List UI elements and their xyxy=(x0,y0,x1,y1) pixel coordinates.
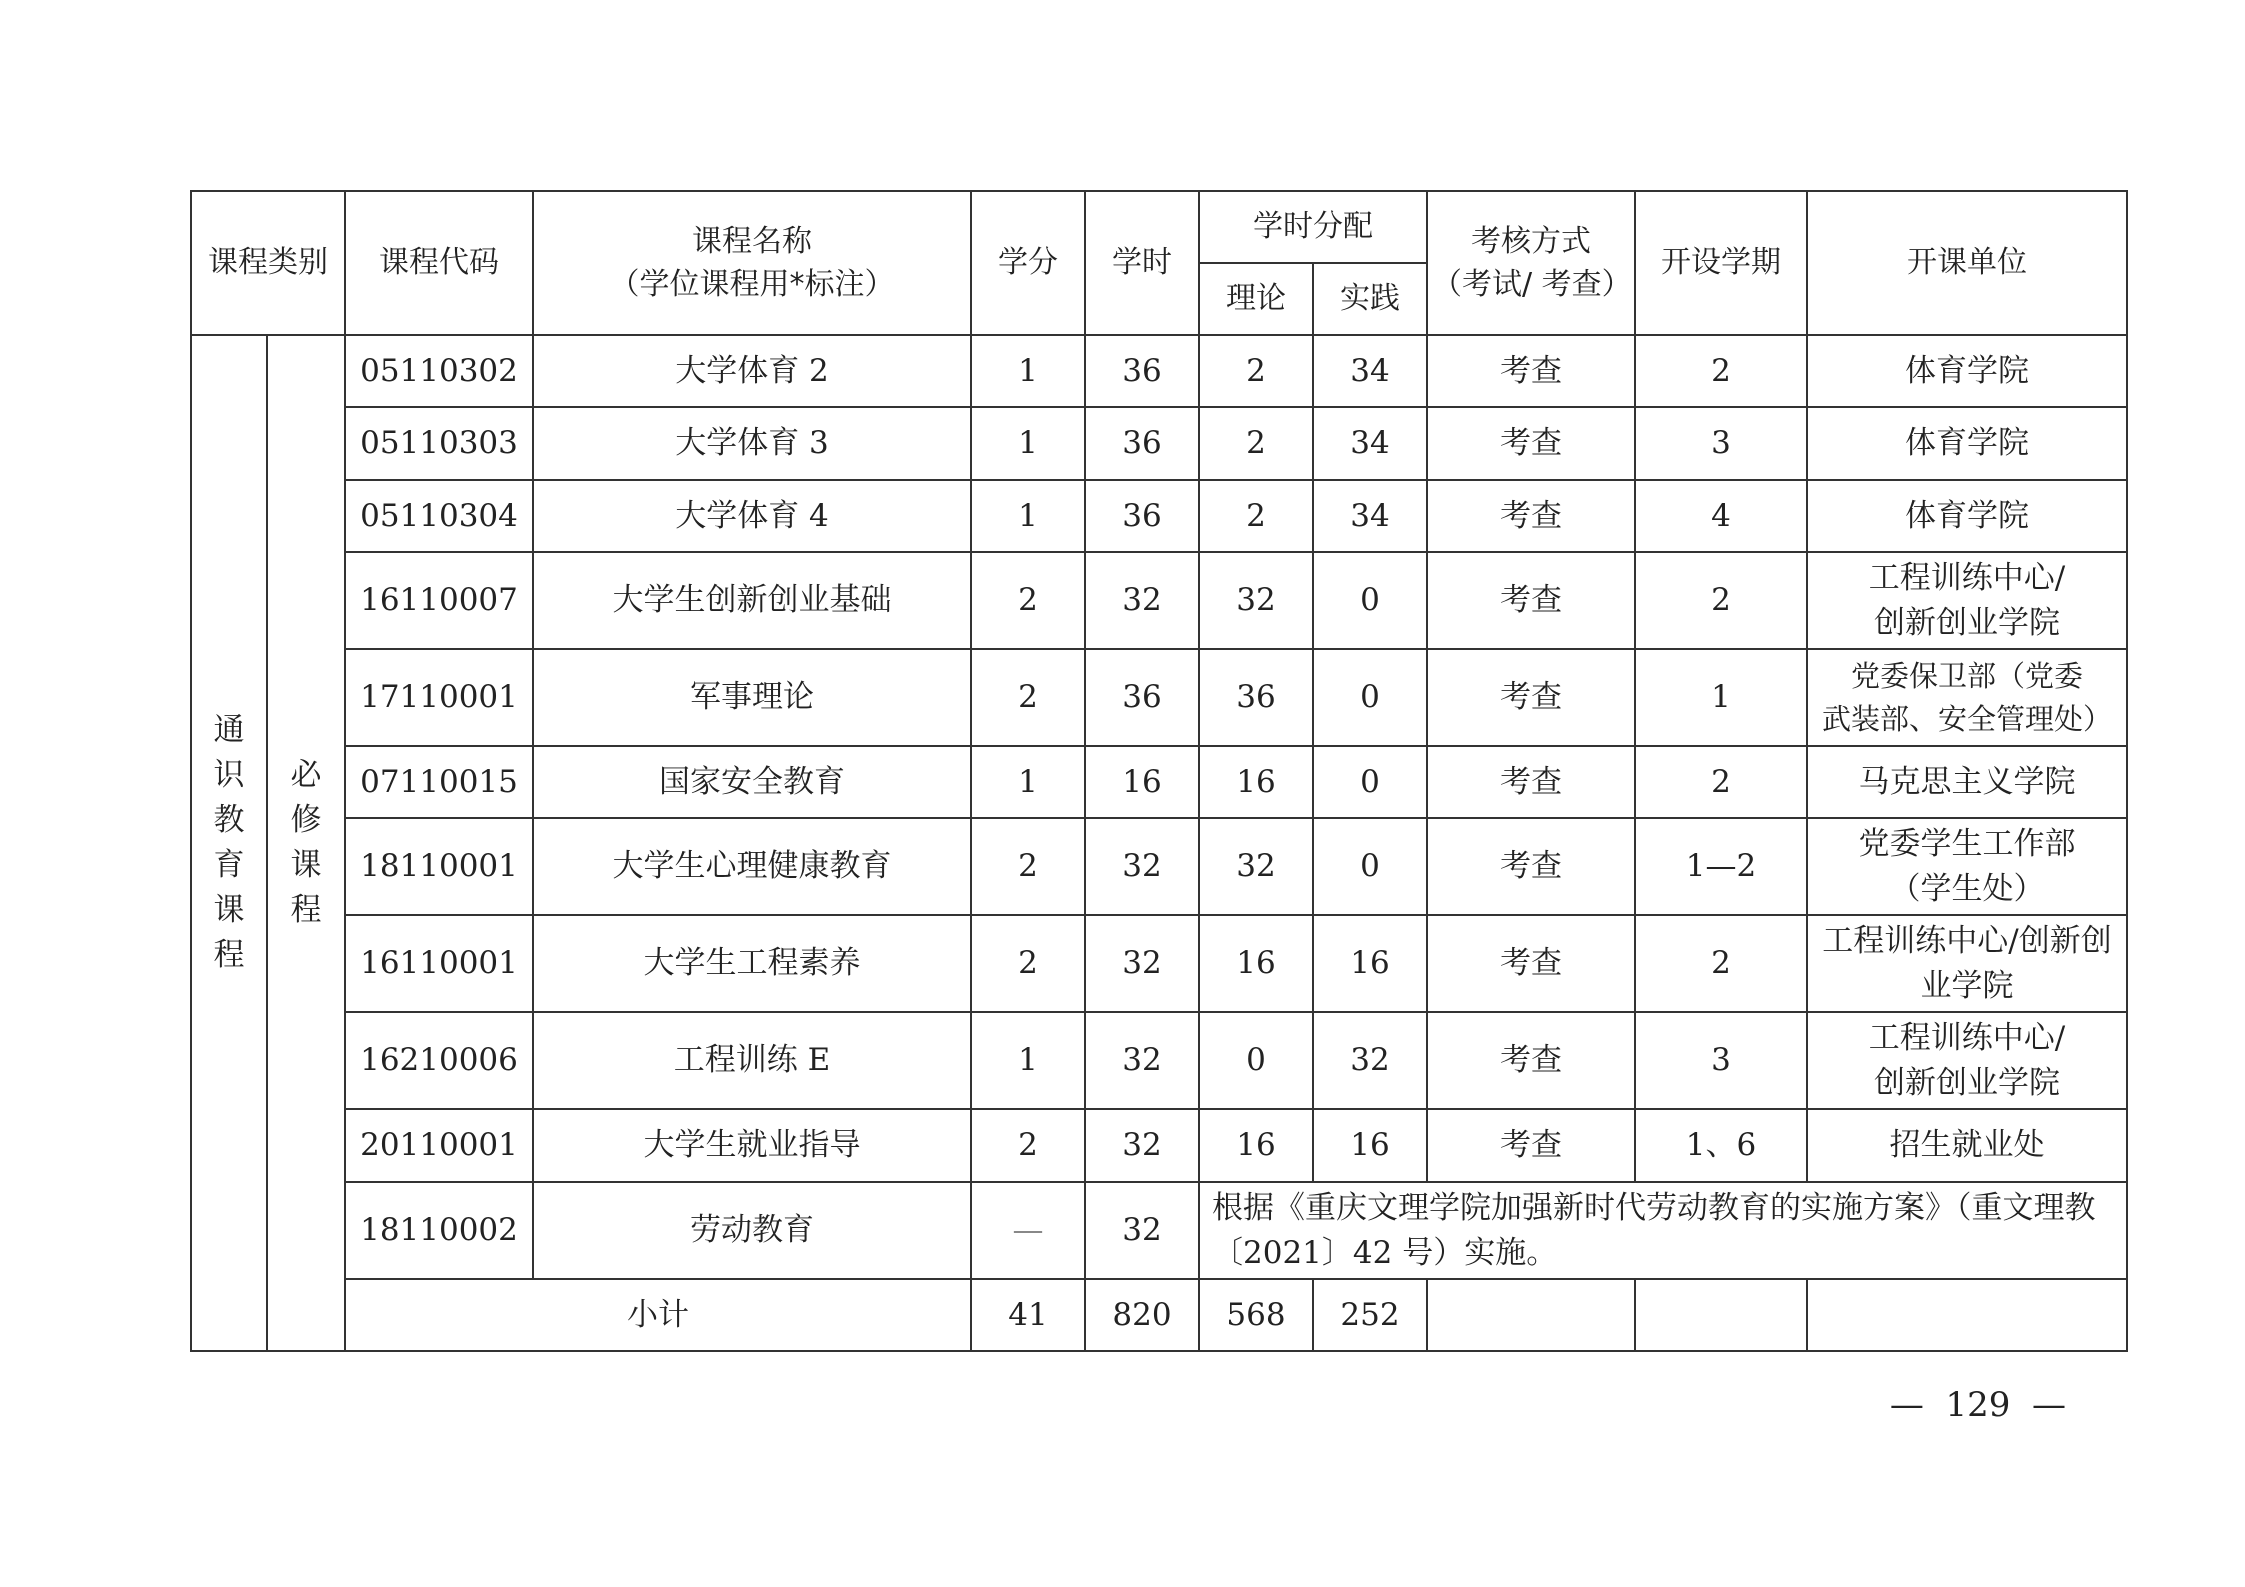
cell-term: 3 xyxy=(1635,407,1807,480)
cell-department xyxy=(1807,407,2127,480)
cell-term: 2 xyxy=(1635,335,1807,407)
cell-credit: 2 xyxy=(971,552,1085,649)
table-row xyxy=(191,552,2127,649)
header-department: 开课单位 xyxy=(1807,191,2127,335)
header-theory: 理论 xyxy=(1199,263,1313,335)
page-number: — 129 — xyxy=(1889,1385,2067,1425)
cell-practice: 0 xyxy=(1313,552,1427,649)
cell-theory: 36 xyxy=(1199,649,1313,746)
department-line: 体育学院 xyxy=(1905,425,2029,462)
department-line: （学生处） xyxy=(1889,870,2045,907)
cell-assessment: 考查 xyxy=(1427,407,1635,480)
cell-name: 大学生心理健康教育 xyxy=(533,818,971,915)
category-main-char: 课 xyxy=(213,891,245,928)
cell-hours: 32 xyxy=(1085,552,1199,649)
department-line: 马克思主义学院 xyxy=(1858,763,2076,800)
cell-code: 16110001 xyxy=(345,915,533,1012)
cell-department xyxy=(1807,1109,2127,1182)
cell-term: 3 xyxy=(1635,1012,1807,1109)
cell-credit: 2 xyxy=(971,818,1085,915)
cell-name: 大学体育 4 xyxy=(533,480,971,552)
department-line: 工程训练中心/ xyxy=(1868,559,2066,596)
cell-credit: 1 xyxy=(971,335,1085,407)
category-sub-char: 程 xyxy=(290,891,322,928)
cell-hours: 32 xyxy=(1085,1012,1199,1109)
cell-assessment: 考查 xyxy=(1427,1012,1635,1109)
cell-practice: 0 xyxy=(1313,649,1427,746)
cell-name: 大学生就业指导 xyxy=(533,1109,971,1182)
subtotal-theory: 568 xyxy=(1199,1279,1313,1351)
cell-assessment: 考查 xyxy=(1427,649,1635,746)
table-row xyxy=(191,915,2127,1012)
cell-name: 大学体育 2 xyxy=(533,335,971,407)
cell-term: 1 xyxy=(1635,649,1807,746)
cell-department xyxy=(1807,818,2127,915)
header-code: 课程代码 xyxy=(345,191,533,335)
cell-code: 17110001 xyxy=(345,649,533,746)
subtotal-hours: 820 xyxy=(1085,1279,1199,1351)
cell-practice: 34 xyxy=(1313,480,1427,552)
cell-code: 18110002 xyxy=(345,1182,533,1279)
cell-department xyxy=(1807,480,2127,552)
cell-name: 大学生工程素养 xyxy=(533,915,971,1012)
cell-credit: 1 xyxy=(971,746,1085,818)
cell-theory: 16 xyxy=(1199,746,1313,818)
cell-name: 国家安全教育 xyxy=(533,746,971,818)
department-line: 体育学院 xyxy=(1905,352,2029,389)
cell-credit: 1 xyxy=(971,480,1085,552)
cell-credit: 2 xyxy=(971,1109,1085,1182)
subtotal-credit: 41 xyxy=(971,1279,1085,1351)
cell-theory: 0 xyxy=(1199,1012,1313,1109)
category-main-cell xyxy=(191,335,267,1351)
cell-name: 大学体育 3 xyxy=(533,407,971,480)
subtotal-row xyxy=(191,1279,2127,1351)
cell-code: 05110304 xyxy=(345,480,533,552)
cell-hours: 32 xyxy=(1085,915,1199,1012)
header-term: 开设学期 xyxy=(1635,191,1807,335)
cell-assessment: 考查 xyxy=(1427,552,1635,649)
cell-hours: 36 xyxy=(1085,480,1199,552)
cell-term: 2 xyxy=(1635,915,1807,1012)
cell-term: 4 xyxy=(1635,480,1807,552)
subtotal-empty-cell xyxy=(1635,1279,1807,1351)
cell-term: 1—2 xyxy=(1635,818,1807,915)
cell-hours: 36 xyxy=(1085,649,1199,746)
table-row xyxy=(191,1182,2127,1279)
cell-department xyxy=(1807,335,2127,407)
header-credit: 学分 xyxy=(971,191,1085,335)
category-main-char: 教 xyxy=(213,802,245,839)
table-row xyxy=(191,818,2127,915)
cell-theory: 32 xyxy=(1199,552,1313,649)
department-line: 招生就业处 xyxy=(1889,1127,2045,1164)
table-row xyxy=(191,746,2127,818)
department-line: 创新创业学院 xyxy=(1874,1064,2060,1101)
cell-hours: 32 xyxy=(1085,1182,1199,1279)
department-line: 创新创业学院 xyxy=(1874,604,2060,641)
cell-department xyxy=(1807,649,2127,746)
table-row xyxy=(191,1109,2127,1182)
cell-practice: 0 xyxy=(1313,746,1427,818)
department-line: 体育学院 xyxy=(1905,497,2029,534)
cell-theory: 2 xyxy=(1199,335,1313,407)
department-line: 党委保卫部（党委 xyxy=(1850,659,2083,694)
cell-name: 工程训练 E xyxy=(533,1012,971,1109)
cell-code: 05110303 xyxy=(345,407,533,480)
category-main-char: 育 xyxy=(213,847,245,883)
cell-code: 20110001 xyxy=(345,1109,533,1182)
cell-name: 劳动教育 xyxy=(533,1182,971,1279)
department-line: 武装部、安全管理处） xyxy=(1821,701,2112,736)
category-main-char: 通 xyxy=(213,712,245,749)
cell-practice: 16 xyxy=(1313,915,1427,1012)
subtotal-practice: 252 xyxy=(1313,1279,1427,1351)
cell-department xyxy=(1807,552,2127,649)
cell-hours: 36 xyxy=(1085,407,1199,480)
cell-theory: 16 xyxy=(1199,1109,1313,1182)
cell-credit: 2 xyxy=(971,915,1085,1012)
header-category: 课程类别 xyxy=(191,191,345,335)
cell-credit: 1 xyxy=(971,1012,1085,1109)
cell-hours: 32 xyxy=(1085,818,1199,915)
table-row xyxy=(191,1012,2127,1109)
table-row xyxy=(191,407,2127,480)
cell-department xyxy=(1807,915,2127,1012)
department-line: 工程训练中心/ xyxy=(1868,1019,2066,1056)
department-line: 业学院 xyxy=(1920,967,2014,1004)
header-name-line1: 课程名称 xyxy=(692,223,812,259)
category-sub-cell xyxy=(267,335,345,1351)
header-name-line2: （学位课程用*标注） xyxy=(609,267,895,302)
cell-hours: 32 xyxy=(1085,1109,1199,1182)
table-row xyxy=(191,480,2127,552)
category-sub-char: 必 xyxy=(290,757,322,794)
header-assessment xyxy=(1427,191,1635,335)
header-name xyxy=(533,191,971,335)
cell-practice: 32 xyxy=(1313,1012,1427,1109)
course-table xyxy=(190,190,2128,1352)
cell-practice: 0 xyxy=(1313,818,1427,915)
cell-theory: 16 xyxy=(1199,915,1313,1012)
header-hours-distribution: 学时分配 xyxy=(1199,191,1427,263)
subtotal-empty-cell xyxy=(1807,1279,2127,1351)
cell-department xyxy=(1807,746,2127,818)
cell-hours: 16 xyxy=(1085,746,1199,818)
subtotal-label: 小计 xyxy=(345,1279,971,1351)
cell-assessment: 考查 xyxy=(1427,746,1635,818)
category-main-char: 程 xyxy=(213,936,245,973)
cell-term: 2 xyxy=(1635,552,1807,649)
cell-name: 军事理论 xyxy=(533,649,971,746)
cell-assessment: 考查 xyxy=(1427,915,1635,1012)
cell-term: 1、6 xyxy=(1635,1109,1807,1182)
cell-hours: 36 xyxy=(1085,335,1199,407)
cell-practice: 34 xyxy=(1313,335,1427,407)
cell-code: 16210006 xyxy=(345,1012,533,1109)
cell-assessment: 考查 xyxy=(1427,335,1635,407)
cell-assessment: 考查 xyxy=(1427,818,1635,915)
cell-department xyxy=(1807,1012,2127,1109)
category-main-char: 识 xyxy=(213,757,245,794)
cell-theory: 32 xyxy=(1199,818,1313,915)
cell-assessment: 考查 xyxy=(1427,1109,1635,1182)
cell-theory: 2 xyxy=(1199,407,1313,480)
cell-note: 根据《重庆文理学院加强新时代劳动教育的实施方案》（重文理教〔2021〕42 号）实施。 xyxy=(1199,1182,2127,1279)
cell-credit: 1 xyxy=(971,407,1085,480)
subtotal-empty-cell xyxy=(1427,1279,1635,1351)
cell-code: 18110001 xyxy=(345,818,533,915)
cell-code: 16110007 xyxy=(345,552,533,649)
cell-practice: 16 xyxy=(1313,1109,1427,1182)
cell-code: 07110015 xyxy=(345,746,533,818)
cell-term: 2 xyxy=(1635,746,1807,818)
cell-code: 05110302 xyxy=(345,335,533,407)
department-line: 党委学生工作部 xyxy=(1858,825,2076,862)
cell-credit: — xyxy=(971,1182,1085,1279)
cell-theory: 2 xyxy=(1199,480,1313,552)
header-practice: 实践 xyxy=(1313,263,1427,335)
header-hours: 学时 xyxy=(1085,191,1199,335)
table-row xyxy=(191,335,2127,407)
category-sub-char: 课 xyxy=(290,847,322,883)
table-row xyxy=(191,649,2127,746)
header-assessment-line2: （考试/ 考查） xyxy=(1432,267,1632,302)
cell-assessment: 考查 xyxy=(1427,480,1635,552)
cell-credit: 2 xyxy=(971,649,1085,746)
cell-name: 大学生创新创业基础 xyxy=(533,552,971,649)
cell-practice: 34 xyxy=(1313,407,1427,480)
header-assessment-line1: 考核方式 xyxy=(1471,223,1591,259)
department-line: 工程训练中心/创新创 xyxy=(1822,922,2112,959)
category-sub-char: 修 xyxy=(290,802,322,839)
